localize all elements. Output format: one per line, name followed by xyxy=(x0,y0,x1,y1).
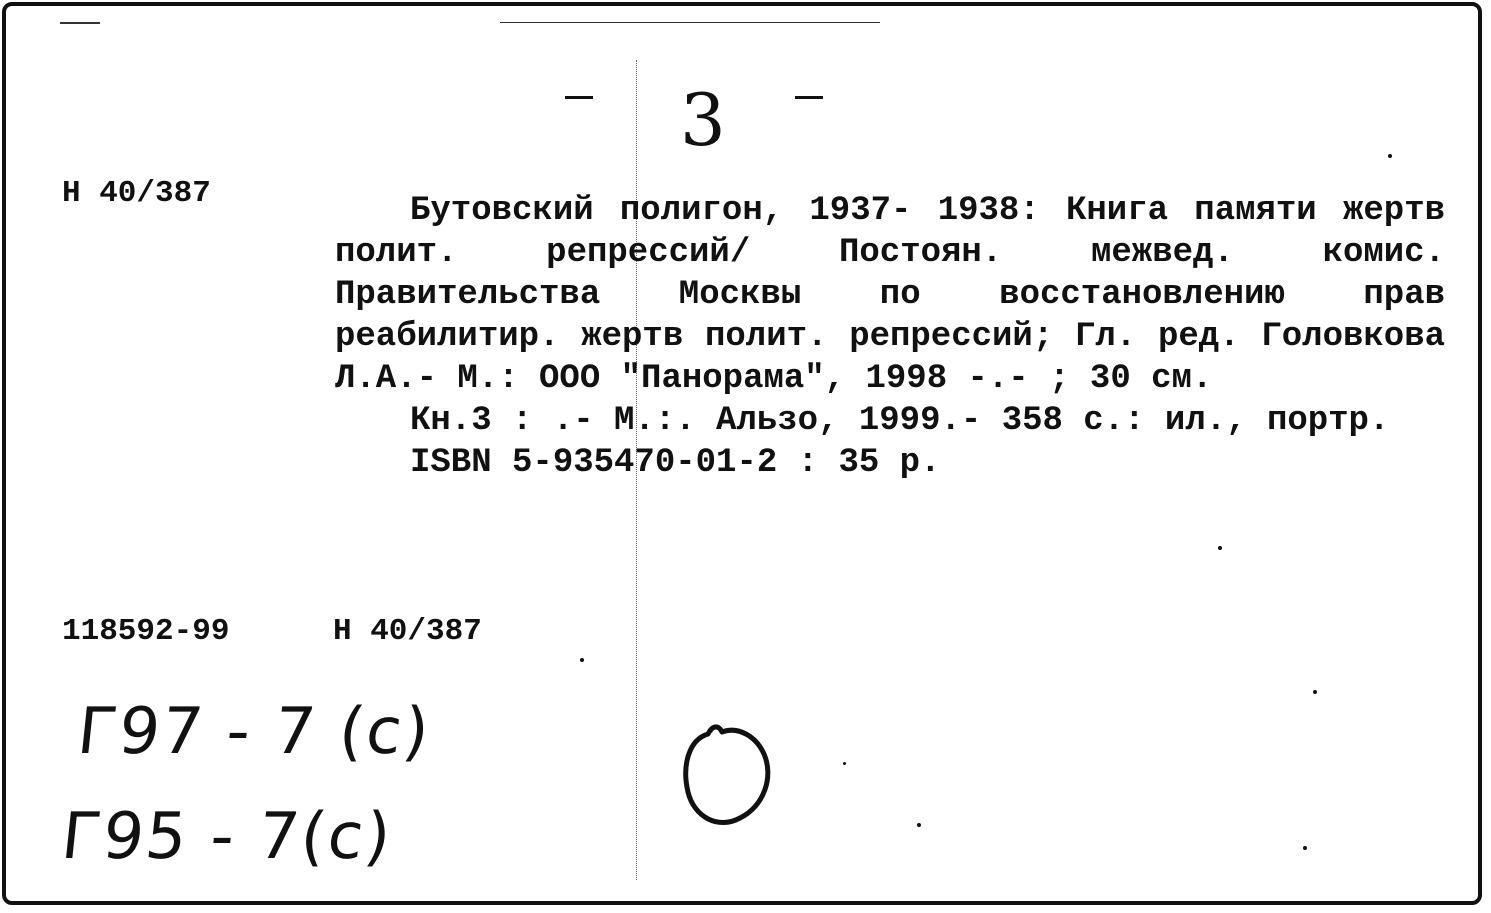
top-edge-mark xyxy=(500,22,880,23)
dust-speck xyxy=(580,658,584,662)
dust-speck xyxy=(1303,846,1307,850)
handwritten-note-2: Г95 - 7(с) xyxy=(58,800,396,874)
dust-speck xyxy=(1388,154,1392,158)
number-dash-right xyxy=(795,96,823,99)
dust-speck xyxy=(1218,546,1222,550)
volume-paragraph: Кн.3 : .- М.:. Альзо, 1999.- 358 с.: ил., портр. xyxy=(410,402,1390,440)
number-dash-left xyxy=(565,96,593,99)
dust-speck xyxy=(1313,690,1317,694)
dust-speck xyxy=(843,762,846,765)
shelf-mark-bottom: Н 40/387 xyxy=(333,614,482,649)
isbn-paragraph: ISBN 5-935470-01-2 : 35 р. xyxy=(410,444,941,482)
bibliographic-description xyxy=(335,190,1445,484)
description-paragraph: Бутовский полигон, 1937- 1938: Книга памяти жертв полит. репрессий/ Постоян. межвед. комис. Правительства Москвы по восстановлению прав реабилитир. жертв полит. репрессий; Гл. ред. Головкова Л.А.- М.: ООО "Панорама", 1998 -.- ; 30 см. xyxy=(335,192,1445,398)
handwritten-note-1: Г97 - 7 (с) xyxy=(74,695,435,769)
handwritten-circle-mark xyxy=(678,722,788,842)
shelf-mark-top: Н 40/387 xyxy=(62,176,211,211)
card-number: 3 xyxy=(680,78,726,162)
inventory-number: 118592-99 xyxy=(62,614,230,649)
dust-speck xyxy=(917,823,921,827)
top-edge-mark xyxy=(60,22,100,24)
